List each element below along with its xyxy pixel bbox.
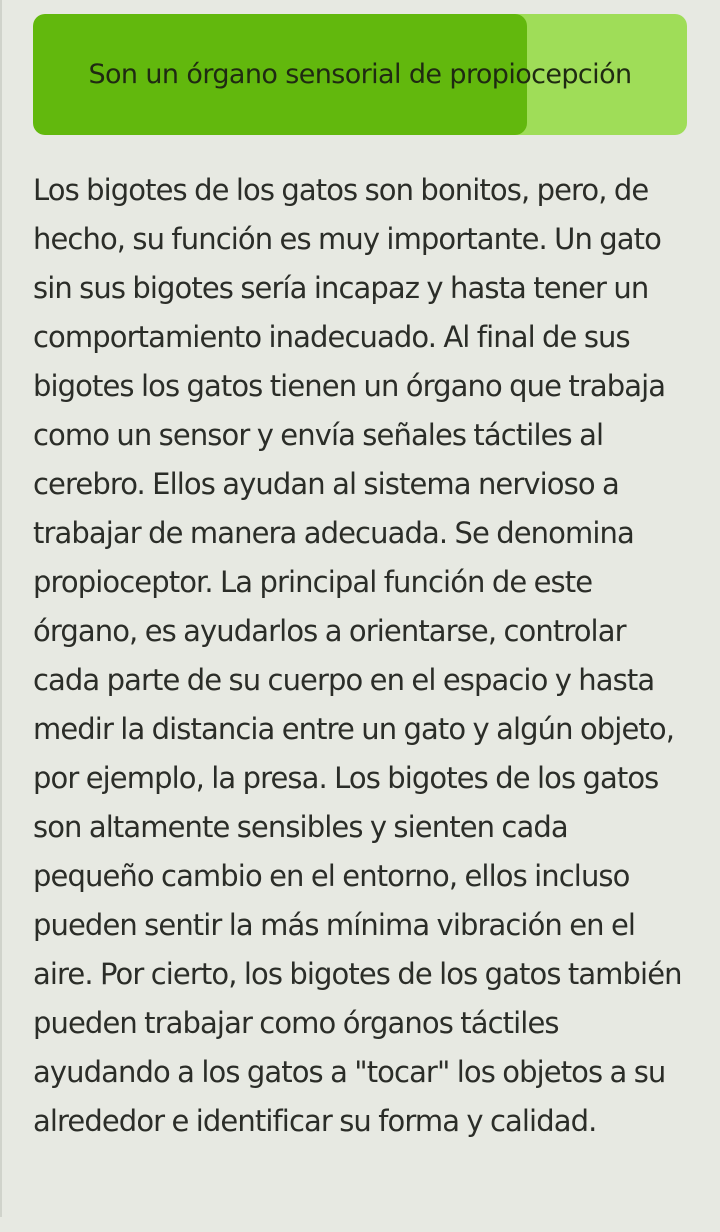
progress-card-title: Son un órgano sensorial de propiocepción [88,59,632,90]
progress-card[interactable] [33,14,687,135]
left-edge-divider [0,0,2,1217]
author-line-partial [420,1202,720,1232]
article-body: Los bigotes de los gatos son bonitos, pero, de hecho, su función es muy importante. Un gato sin sus bigotes sería incapaz y hasta tener un comportamiento inadecuado. Al final de sus bigotes los gatos tienen un órgano que trabaja como un sensor y envía señales táctiles al cerebro. Ellos ayudan al sistema nervioso a trabajar de manera adecuada. Se denomina propioceptor. La principal función de este órgano, es ayudarlos a orientarse, controlar cada parte de su cuerpo en el espacio y hasta medir la distancia entre un gato y algún objeto, por ejemplo, la presa. Los bigotes de los gatos son altamente sensibles y sienten cada pequeño cambio en el entorno, ellos incluso pueden sentir la más mínima vibración en el aire. Por cierto, los bigotes de los gatos también pueden trabajar como órganos táctiles ayudando a los gatos a "tocar" los objetos a su alrededor e identificar su forma y calidad. [33,173,682,1138]
